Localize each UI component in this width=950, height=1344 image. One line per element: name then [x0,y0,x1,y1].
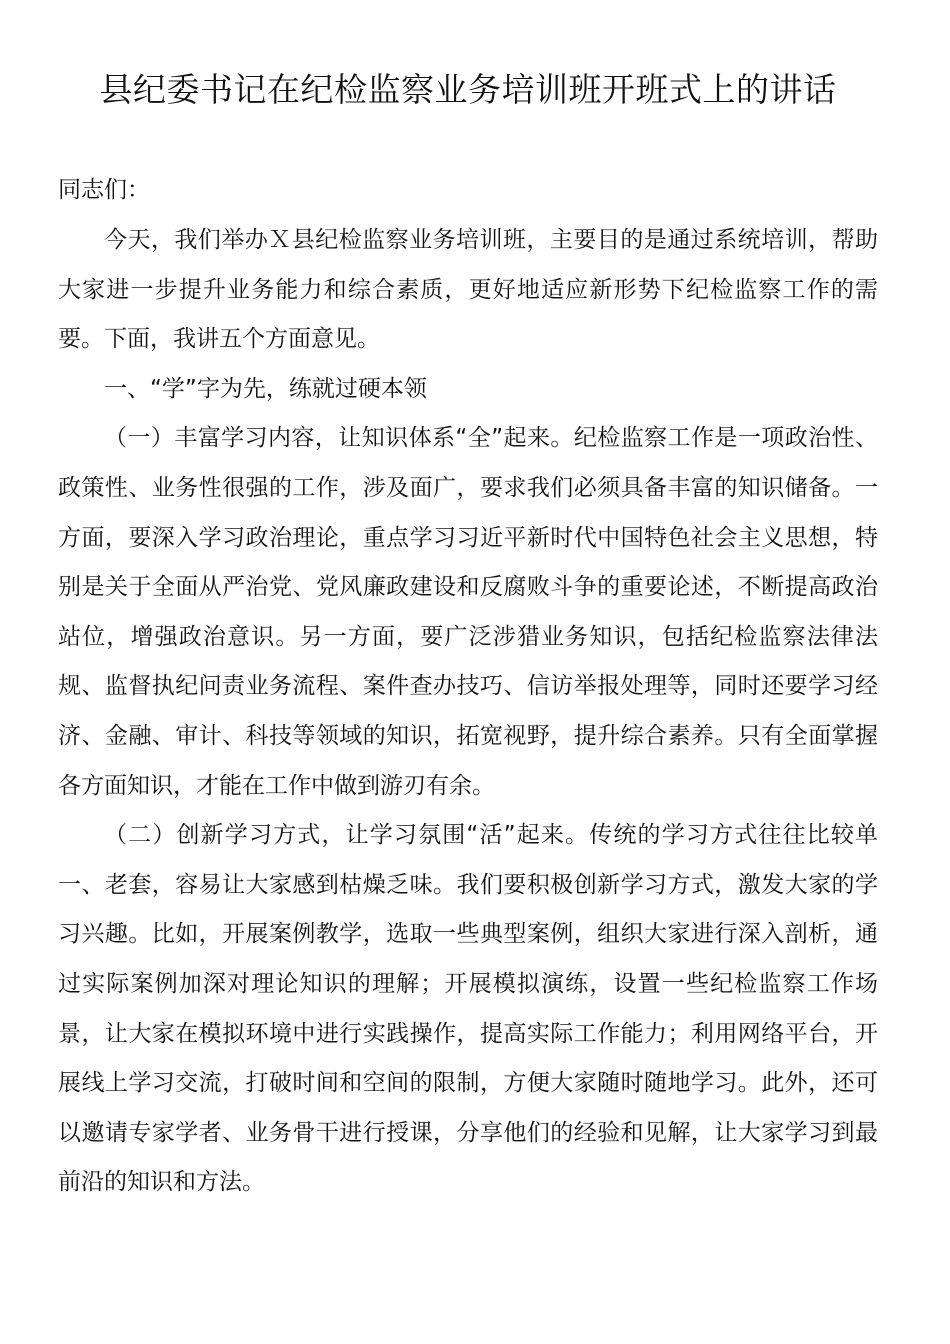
subsection-paragraph-1: （一）丰富学习内容，让知识体系“全”起来。纪检监察工作是一项政治性、政策性、业务性很强的工作，涉及面广，要求我们必须具备丰富的知识储备。一方面，要深入学习政治理论，重点学习习近平新时代中国特色社会主义思想，特别是关于全面从严治党、党风廉政建设和反腐败斗争的重要论述，不断提高政治站位，增强政治意识。另一方面，要广泛涉猎业务知识，包括纪检监察法律法规、监督执纪问责业务流程、案件查办技巧、信访举报处理等，同时还要学习经济、金融、审计、科技等领域的知识，拓宽视野，提升综合素养。只有全面掌握各方面知识，才能在工作中做到游刃有余。 [58,425,878,799]
document-title: 县纪委书记在纪检监察业务培训班开班式上的讲话 [99,70,837,109]
intro-paragraph: 今天，我们举办Ｘ县纪检监察业务培训班，主要目的是通过系统培训，帮助大家进一步提升业务能力和综合素质，更好地适应新形势下纪检监察工作的需要。下面，我讲五个方面意见。 [58,227,878,353]
salutation: 同志们： [58,177,150,203]
section-heading-1: 一、“学”字为先，练就过硬本领 [104,375,427,402]
document-body [58,216,878,1208]
subsection-paragraph-2: （二）创新学习方式，让学习氛围“活”起来。传统的学习方式往往比较单一、老套，容易让大家感到枯燥乏味。我们要积极创新学习方式，激发大家的学习兴趣。比如，开展案例教学，选取一些典型案例，组织大家进行深入剖析，通过实际案例加深对理论知识的理解；开展模拟演练，设置一些纪检监察工作场景，让大家在模拟环境中进行实践操作，提高实际工作能力；利用网络平台，开展线上学习交流，打破时间和空间的限制，方便大家随时随地学习。此外，还可以邀请专家学者、业务骨干进行授课，分享他们的经验和见解，让大家学习到最前沿的知识和方法。 [58,822,878,1196]
document-page [58,0,878,1344]
